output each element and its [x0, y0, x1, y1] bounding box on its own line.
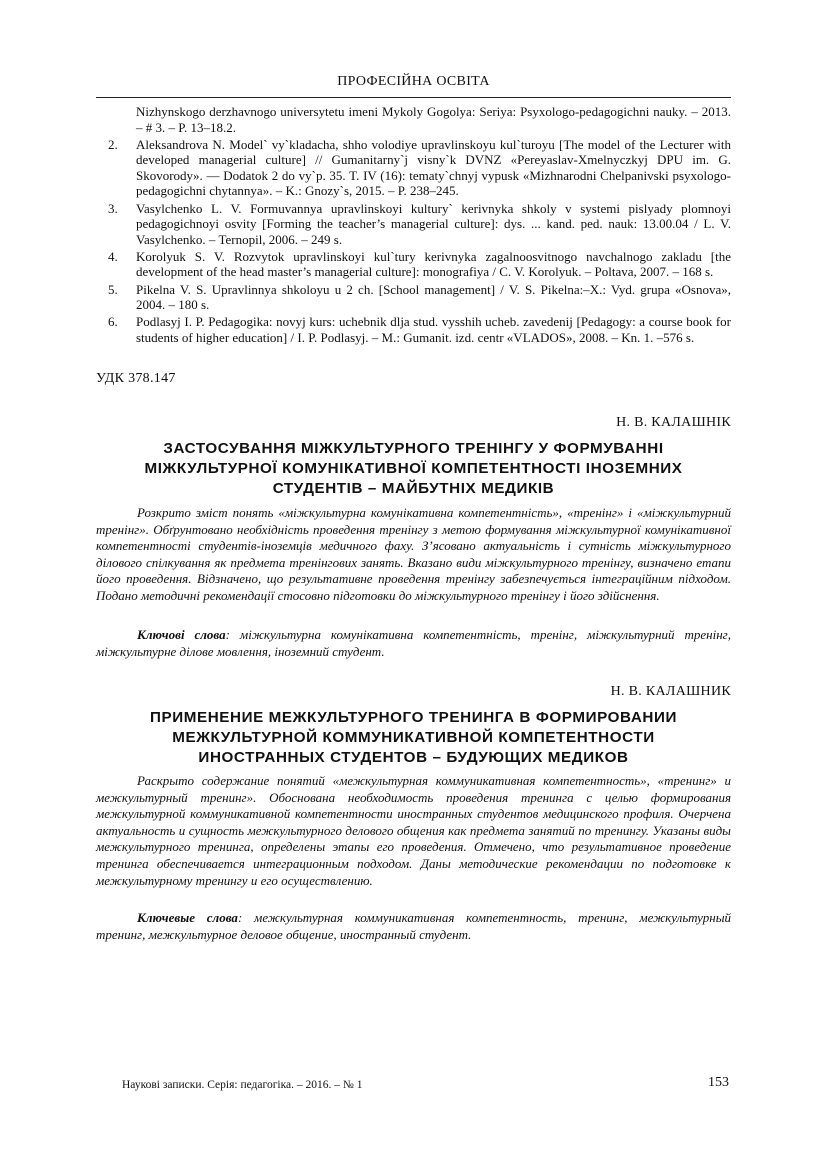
reference-text: Aleksandrova N. Model` vy`kladacha, shho volodiye upravlinskoyu kul`turoyu [The model of the Lecturer with developed managerial culture] // Gumanitarny`j visny`k DVNZ «Pereyaslav-Xmelnyczkyj DPU im. G. Skovorody». — Dodatok 2 do vy`p. 35. T. IV (16): tematy`chnyj vypusk «Mizhnarodni Chelpanivski psyxologo-pedagogichni chytannya». – K.: Gnozy`s, 2015. – P. 238–245.: [136, 136, 731, 199]
reference-text: Korolyuk S. V. Rozvytok upravlinskoyi kul`tury kerivnyka zagalnoosvitnogo navchalnogo zakladu [the development of the head master’s managerial culture]: monografiya / C. V. Korolyuk. – Poltava, 2007. – 168 s.: [136, 248, 731, 280]
reference-number: 2.: [108, 136, 118, 152]
keywords-ukr: [96, 627, 731, 660]
abstract-text: Розкрито зміст понять «міжкультурна комунікативна компетентність», «тренінг» і «міжкультурний тренінг». Обґрунтовано необхідність проведення тренінгу з метою формування міжкультурної комунікативної компетентності студентів-іноземців медичного фаху. З’ясовано актуальність і сутність міжкультурного ділового спілкування як предмета тренінгових занять. Вказано види міжкультурного тренінгу, визначено етапи його проведення. Відзначено, що результативне проведення тренінгу забезпечується інтеграційним підходом. Подано методичні рекомендації стосовно підготовки до міжкультурного тренінгу і його здійснення.: [96, 505, 731, 603]
keywords-label: Ключові слова: [137, 627, 226, 642]
abstract-text: Раскрыто содержание понятий «межкультурная коммуникативная компетентность», «тренинг» и межкультурный тренинг». Обоснована необходимость проведения тренинга с целью формирования межкультурной коммуникативной компетентности иностранных студентов медицинского профиля. Очерчена актуальность и сущность межкультурного делового общения как предмета занятий по тренингу. Указаны виды межкультурного тренинга, определены этапы его проведения. Отмечено, что результативное проведение тренинга обеспечивается интеграционным подходом. Даны методические рекомендации по подготовке к межкультурному тренингу и его осуществлению.: [96, 773, 731, 888]
running-header: ПРОФЕСІЙНА ОСВІТА: [337, 74, 490, 89]
reference-text: Pikelna V. S. Upravlinnya shkoloyu u 2 ch. [School management] / V. S. Pikelna:–X.: Vyd. grupa «Osnova», 2004. – 180 s.: [136, 281, 731, 313]
reference-number: 4.: [108, 248, 118, 264]
title-line: ПРИМЕНЕНИЕ МЕЖКУЛЬТУРНОГО ТРЕНИНГА В ФОРМИРОВАНИИ: [149, 709, 678, 726]
title-line: СТУДЕНТІВ – МАЙБУТНІХ МЕДИКІВ: [272, 480, 555, 497]
title-line: ИНОСТРАННЫХ СТУДЕНТОВ – БУДУЮЩИХ МЕДИКОВ: [198, 749, 629, 766]
page-number: 153: [708, 1075, 729, 1090]
reference-item: [96, 249, 731, 280]
title-line: МІЖКУЛЬТУРНОЇ КОМУНІКАТИВНОЇ КОМПЕТЕНТНОСТІ ІНОЗЕМНИХ: [144, 460, 683, 477]
article-title-ukr: [96, 439, 731, 499]
keywords-rus: [96, 910, 731, 943]
reference-item: [96, 282, 731, 313]
reference-list: [96, 104, 731, 347]
keywords-text: : міжкультурна комунікативна компетентність, тренінг, міжкультурний тренінг, міжкультурне ділове мовлення, іноземний студент.: [96, 627, 731, 659]
abstract-ukr: [96, 505, 731, 605]
keywords-label: Ключевые слова: [137, 910, 238, 925]
author-ukr: Н. В. КАЛАШНІК: [616, 415, 731, 430]
reference-text: Nizhynskogo derzhavnogo universytetu imeni Mykoly Gogolya: Seriya: Psyxologo-pedagogichni nauky. – 2013. – # 3. – P. 13–18.2.: [136, 104, 731, 135]
reference-item: [96, 314, 731, 345]
reference-text: Vasylchenko L. V. Formuvannya upravlinskoyi kultury` kerivnyka shkoly v systemi pislyady plomnoyi pedagogichnoyi osvity [Forming the teacher’s managerial culture]: dys. ... kand. ped. nauk: 13.00.04 / L. V. Vasylchenko. – Ternopil, 2006. – 249 s.: [136, 200, 731, 247]
article-title-rus: [96, 708, 731, 768]
header-rule: [96, 97, 731, 98]
reference-number: 3.: [108, 200, 118, 216]
title-line: ЗАСТОСУВАННЯ МІЖКУЛЬТУРНОГО ТРЕНІНГУ У ФОРМУВАННІ: [163, 440, 664, 457]
author-rus: Н. В. КАЛАШНИК: [610, 684, 731, 699]
reference-number: 5.: [108, 281, 118, 297]
abstract-rus: [96, 773, 731, 889]
reference-item: [96, 137, 731, 199]
reference-number: 6.: [108, 314, 118, 330]
reference-item: [96, 201, 731, 248]
title-line: МЕЖКУЛЬТУРНОЙ КОММУНИКАТИВНОЙ КОМПЕТЕНТНОСТИ: [172, 729, 655, 746]
udc-code: УДК 378.147: [96, 371, 176, 386]
keywords-text: : межкультурная коммуникативная компетентность, тренинг, межкультурный тренинг, межкультурное деловое общение, иностранный студент.: [96, 910, 731, 942]
journal-footer: Наукові записки. Серія: педагогіка. – 2016. – № 1: [122, 1079, 363, 1091]
reference-item: [96, 104, 731, 135]
reference-text: Podlasyj I. P. Pedagogika: novyj kurs: uchebnik dlja stud. vysshih ucheb. zavedenij [Pedagogy: a course book for students of higher education] / I. P. Podlasyj. – M.: Gumanit. izd. centr «VLADOS», 2008. – Kn. 1. –576 s.: [136, 314, 731, 345]
